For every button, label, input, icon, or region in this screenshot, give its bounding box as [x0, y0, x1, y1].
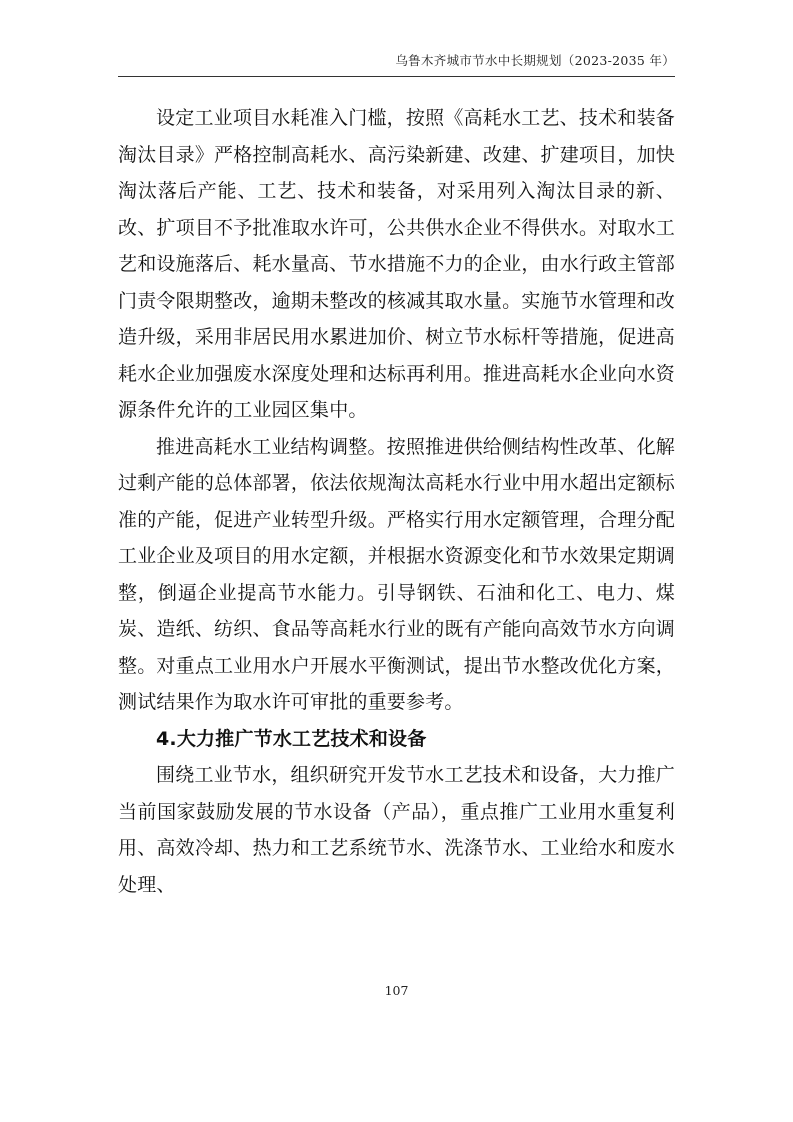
- body-paragraph: 围绕工业节水，组织研究开发节水工艺技术和设备，大力推广当前国家鼓励发展的节水设备（产品），重点推广工业用水重复利用、高效冷却、热力和工艺系统节水、洗涤节水、工业给水和废水处理、: [118, 764, 675, 896]
- page-header: [118, 52, 675, 77]
- header-title: 乌鲁木齐城市节水中长期规划（2023-2035 年）: [395, 53, 675, 68]
- page-number: 107: [384, 983, 409, 998]
- section-heading: 4.大力推广节水工艺技术和设备: [156, 727, 427, 750]
- document-body: [118, 100, 675, 903]
- body-paragraph: 推进高耗水工业结构调整。按照推进供给侧结构性改革、化解过剩产能的总体部署，依法依规淘汰高耗水行业中用水超出定额标准的产能，促进产业转型升级。严格实行用水定额管理，合理分配工业企业及项目的用水定额，并根据水资源变化和节水效果定期调整，倒逼企业提高节水能力。引导钢铁、石油和化工、电力、煤炭、造纸、纺织、食品等高耗水行业的既有产能向高效节水方向调整。对重点工业用水户开展水平衡测试，提出节水整改优化方案，测试结果作为取水许可审批的重要参考。: [118, 435, 675, 713]
- body-paragraph: 设定工业项目水耗准入门槛，按照《高耗水工艺、技术和装备淘汰目录》严格控制高耗水、高污染新建、改建、扩建项目，加快淘汰落后产能、工艺、技术和装备，对采用列入淘汰目录的新、改、扩项目不予批准取水许可，公共供水企业不得供水。对取水工艺和设施落后、耗水量高、节水措施不力的企业，由水行政主管部门责令限期整改，逾期未整改的核减其取水量。实施节水管理和改造升级，采用非居民用水累进加价、树立节水标杆等措施，促进高耗水企业加强废水深度处理和达标再利用。推进高耗水企业向水资源条件允许的工业园区集中。: [118, 107, 675, 421]
